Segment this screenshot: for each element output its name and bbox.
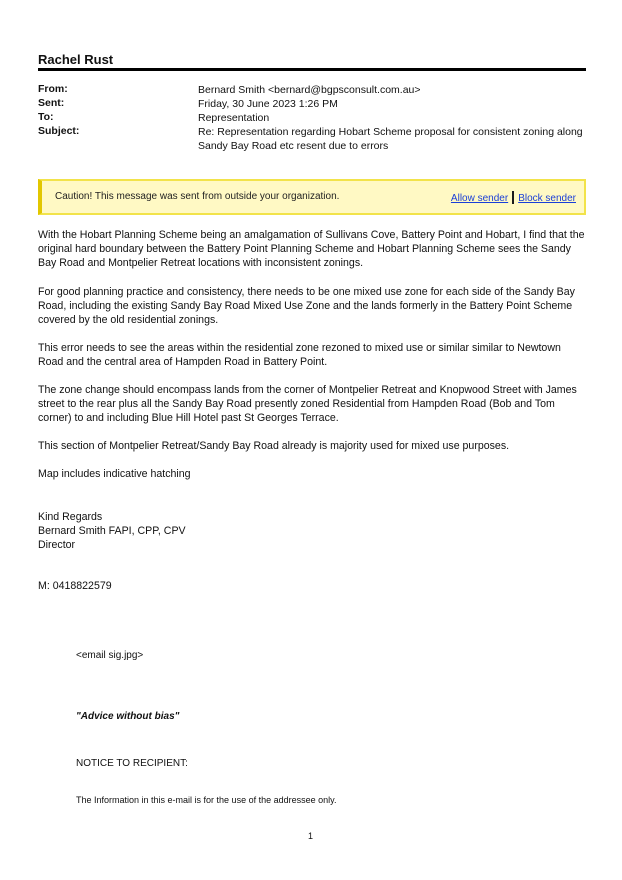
- subject-label: Subject:: [38, 125, 80, 137]
- signature-motto: "Advice without bias": [76, 711, 180, 722]
- body-paragraph-4: The zone change should encompass lands from the corner of Montpelier Retreat and Knopwood Street with James street to the rear plus all the Sandy Bay Road presently zoned Residential from Hampden Road (Bob and Tom corner) to and including Blue Hill Hotel past St Georges Terrace.: [38, 384, 577, 424]
- signature-mobile: M: 0418822579: [38, 580, 112, 592]
- body-paragraph-1: With the Hobart Planning Scheme being an amalgamation of Sullivans Cove, Battery Point and Hobart, I find that the original hard boundary between the Battery Point Planning Scheme and Hobart Planning Scheme sees the Sandy Bay Road and Montpelier Retreat locations with inconsistent zonings.: [38, 229, 585, 269]
- body-paragraph-5: This section of Montpelier Retreat/Sandy Bay Road already is majority used for mixed use purposes.: [38, 440, 510, 452]
- signature-title: Director: [38, 539, 76, 551]
- notice-heading: NOTICE TO RECIPIENT:: [76, 758, 188, 769]
- signature-closing: Kind Regards: [38, 511, 103, 523]
- to-label: To:: [38, 111, 54, 123]
- sent-value: Friday, 30 June 2023 1:26 PM: [198, 98, 338, 110]
- allow-sender-link[interactable]: Allow sender: [450, 193, 509, 204]
- subject-value: Re: Representation regarding Hobart Scheme proposal for consistent zoning along Sandy Bay Road etc resent due to errors: [198, 126, 583, 152]
- sent-label: Sent:: [38, 97, 65, 109]
- block-sender-link[interactable]: Block sender: [518, 193, 576, 204]
- signature-image-placeholder: <email sig.jpg>: [76, 650, 144, 661]
- signature-name: Bernard Smith FAPI, CPP, CPV: [38, 525, 186, 537]
- from-value: Bernard Smith <bernard@bgpsconsult.com.au>: [198, 84, 421, 96]
- external-warning-text: Caution! This message was sent from outside your organization.: [55, 191, 340, 202]
- page-number: 1: [308, 831, 314, 841]
- sender-actions: [451, 191, 576, 204]
- from-label: From:: [38, 83, 68, 95]
- body-paragraph-3: This error needs to see the areas within the residential zone rezoned to mixed use or similar similar to Newtown Road and the central area of Hampden Road in Battery Point.: [38, 342, 561, 368]
- recipient-name-heading: Rachel Rust: [38, 52, 114, 67]
- to-value: Representation: [198, 112, 270, 124]
- body-paragraph-6: Map includes indicative hatching: [38, 468, 191, 480]
- notice-info-text: The Information in this e-mail is for the use of the addressee only.: [76, 795, 337, 805]
- external-sender-warning-banner: [38, 179, 586, 215]
- link-separator: [512, 191, 514, 204]
- header-divider: [38, 68, 586, 71]
- body-paragraph-2: For good planning practice and consistency, there needs to be one mixed use zone for each side of the Sandy Bay Road, including the existing Sandy Bay Road Mixed Use Zone and the lands formerly in the Battery Point Scheme covered by the old residential zonings.: [38, 286, 575, 326]
